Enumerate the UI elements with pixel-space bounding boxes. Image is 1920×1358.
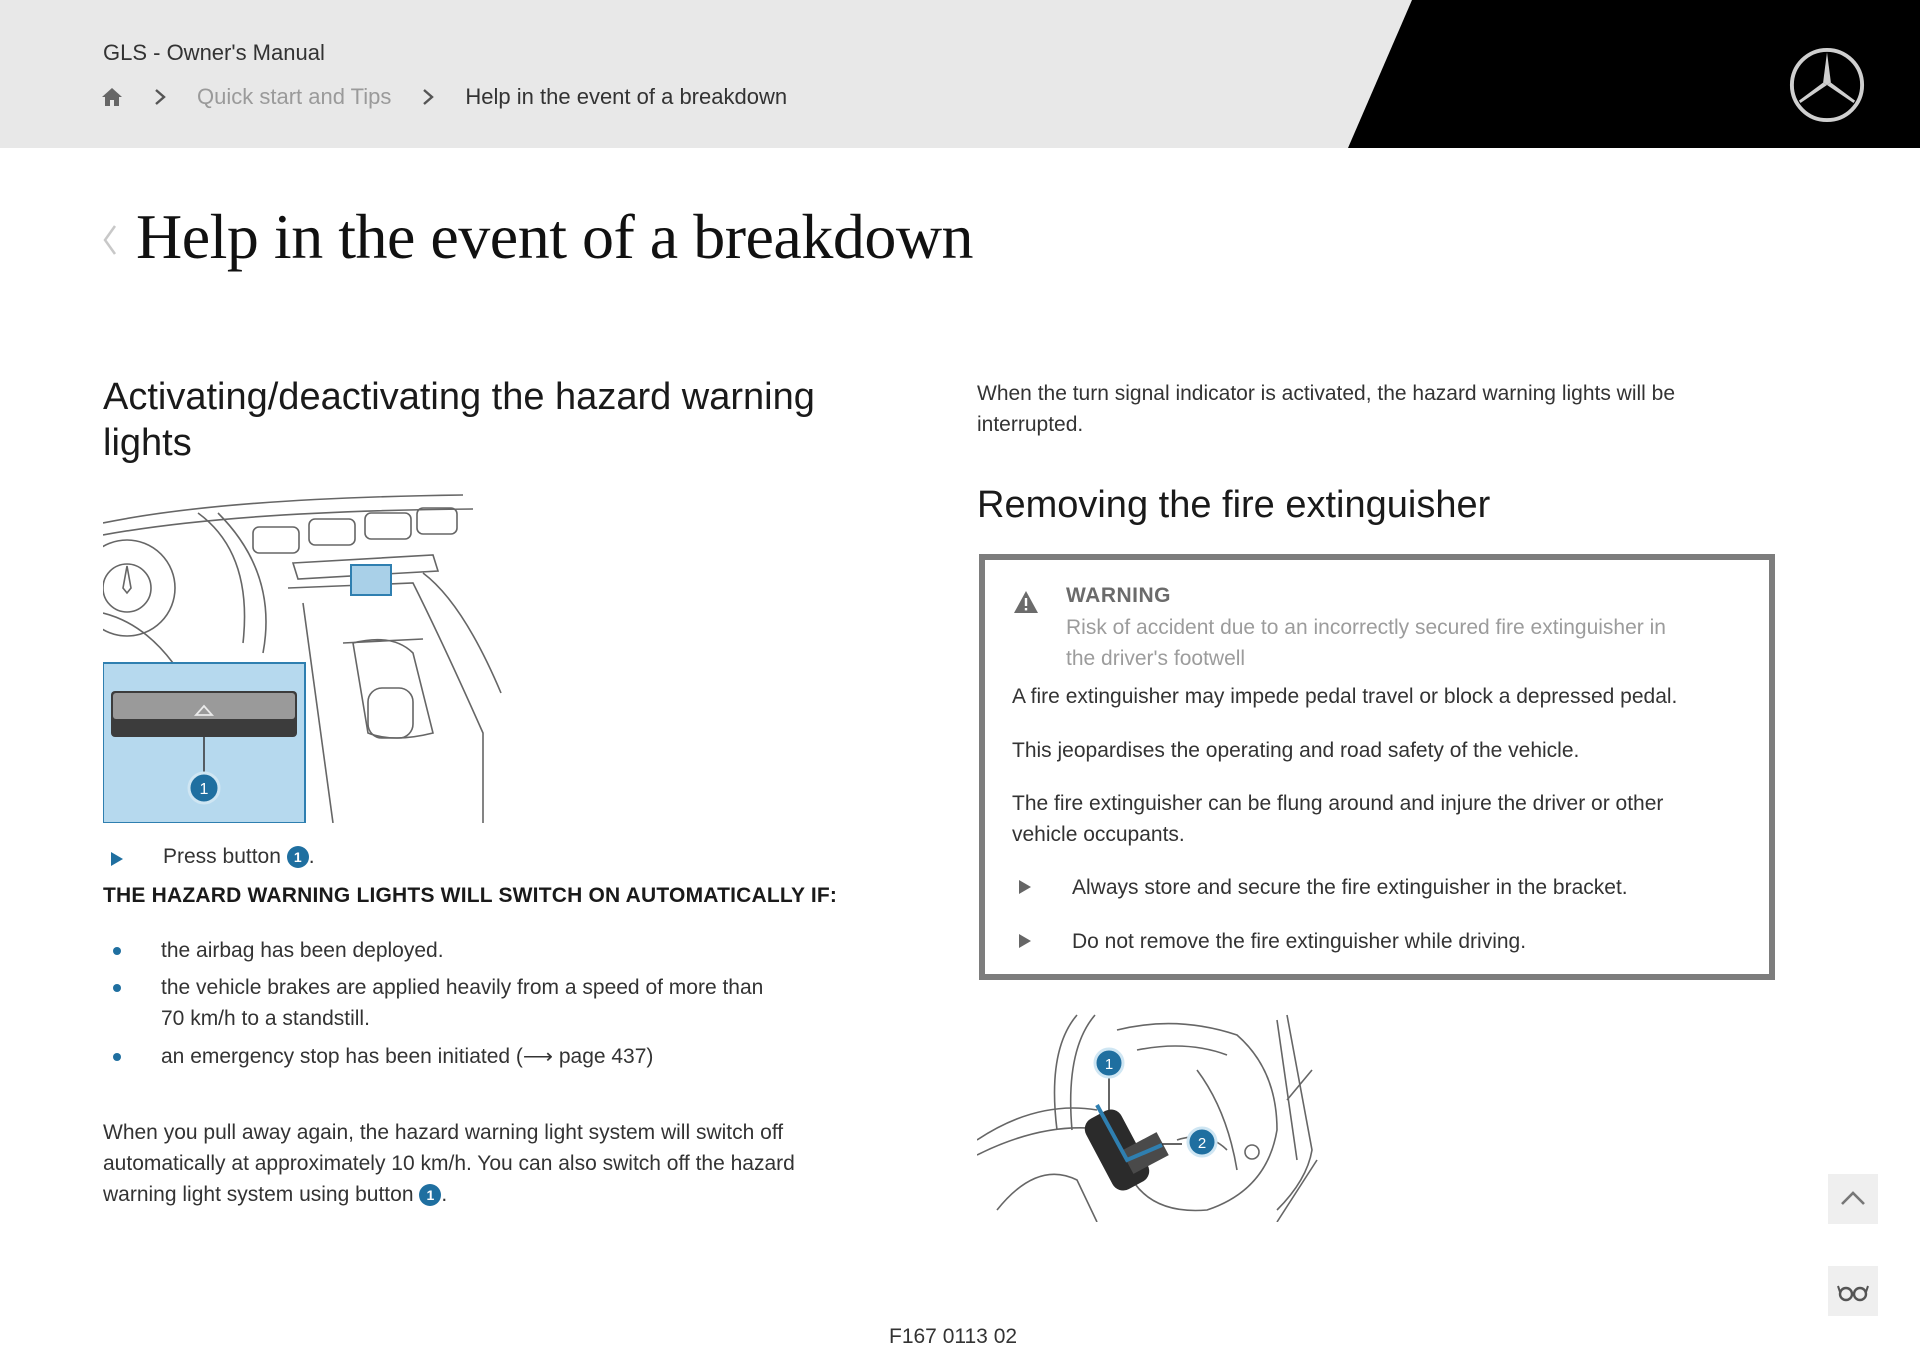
figure-callout-2: 2 — [1197, 1135, 1207, 1152]
paragraph-line: When you pull away again, the hazard warning light system will switch off — [103, 1121, 784, 1144]
figure-callout-1: 1 — [199, 781, 209, 798]
header-bar — [0, 0, 1920, 148]
paragraph-punct: . — [441, 1183, 448, 1206]
hazard-section-heading: Activating/deactivating the hazard warning lights — [103, 376, 815, 464]
page-title: Help in the event of a breakdown — [136, 201, 974, 272]
list-item-text: the airbag has been deployed. — [161, 939, 444, 962]
warning-label: WARNING — [1066, 584, 1171, 607]
auto-activation-heading: THE HAZARD WARNING LIGHTS WILL SWITCH ON AUTOMATICALLY IF: — [103, 884, 838, 907]
paragraph-line: The fire extinguisher can be flung around and injure the driver or other — [1012, 792, 1664, 815]
mercedes-star-logo[interactable] — [1788, 46, 1866, 124]
back-chevron-icon[interactable] — [100, 220, 120, 260]
bullet-dot — [113, 984, 121, 992]
list-item-text-page-link[interactable]: an emergency stop has been initiated (⟶ page 437) — [161, 1045, 654, 1068]
step-arrow-icon — [111, 852, 123, 866]
list-item — [161, 935, 861, 966]
step-arrow-icon — [1019, 880, 1031, 894]
warning-subtitle-line: Risk of accident due to an incorrectly secured fire extinguisher in — [1066, 616, 1666, 639]
figure-code: F167 0113 02 — [889, 1325, 1018, 1348]
step-punct: . — [308, 845, 315, 868]
bullet-dot — [113, 1053, 121, 1061]
paragraph-text: warning light system using button — [103, 1183, 414, 1206]
press-button-step — [163, 845, 315, 869]
fire-extinguisher-heading: Removing the fire extinguisher — [977, 484, 1491, 526]
bullet-dot — [113, 947, 121, 955]
list-item-text: the vehicle brakes are applied heavily from a speed of more than — [161, 976, 764, 999]
list-item[interactable] — [161, 1041, 861, 1072]
breadcrumb — [101, 82, 787, 112]
callout-badge: 1 — [287, 846, 309, 868]
warning-step: Always store and secure the fire extinguisher in the bracket. — [1072, 876, 1628, 899]
paragraph-line: When the turn signal indicator is activated, the hazard warning lights will be — [977, 382, 1676, 405]
warning-paragraph: This jeopardises the operating and road safety of the vehicle. — [1012, 739, 1580, 762]
scroll-to-top-button[interactable] — [1828, 1174, 1878, 1224]
step-arrow-icon — [1019, 934, 1031, 948]
dashboard-illustration — [103, 493, 505, 823]
turn-signal-paragraph — [977, 378, 1777, 440]
glasses-icon — [1828, 1266, 1878, 1316]
chevron-up-icon — [1828, 1174, 1878, 1224]
warning-triangle-icon — [1013, 590, 1039, 614]
paragraph-line: interrupted. — [977, 413, 1084, 436]
paragraph-line — [103, 1179, 883, 1210]
reading-mode-button[interactable] — [1828, 1266, 1878, 1316]
home-icon[interactable] — [101, 86, 123, 108]
warning-paragraph: A fire extinguisher may impede pedal travel or block a depressed pedal. — [1012, 685, 1678, 708]
document-title: GLS - Owner's Manual — [103, 40, 325, 65]
warning-subtitle — [1066, 612, 1756, 674]
figure-callout-1: 1 — [1104, 1056, 1114, 1073]
step-text: Press button — [163, 845, 281, 868]
paragraph-line: vehicle occupants. — [1012, 823, 1185, 846]
callout-badge: 1 — [419, 1184, 441, 1206]
breadcrumb-current: Help in the event of a breakdown — [465, 84, 788, 109]
warning-step: Do not remove the fire extinguisher while driving. — [1072, 930, 1527, 953]
pull-away-paragraph — [103, 1117, 883, 1210]
chevron-right-icon — [421, 86, 435, 108]
header-black-panel — [0, 0, 1920, 148]
list-item — [161, 972, 861, 1034]
fire-extinguisher-illustration — [977, 1010, 1381, 1222]
warning-subtitle-line: the driver's footwell — [1066, 647, 1246, 670]
chevron-right-icon — [153, 86, 167, 108]
paragraph-line: automatically at approximately 10 km/h. You can also switch off the hazard — [103, 1152, 795, 1175]
warning-paragraph — [1012, 788, 1762, 850]
list-item-text: 70 km/h to a standstill. — [161, 1007, 370, 1030]
breadcrumb-link-quick-start[interactable]: Quick start and Tips — [197, 84, 392, 109]
